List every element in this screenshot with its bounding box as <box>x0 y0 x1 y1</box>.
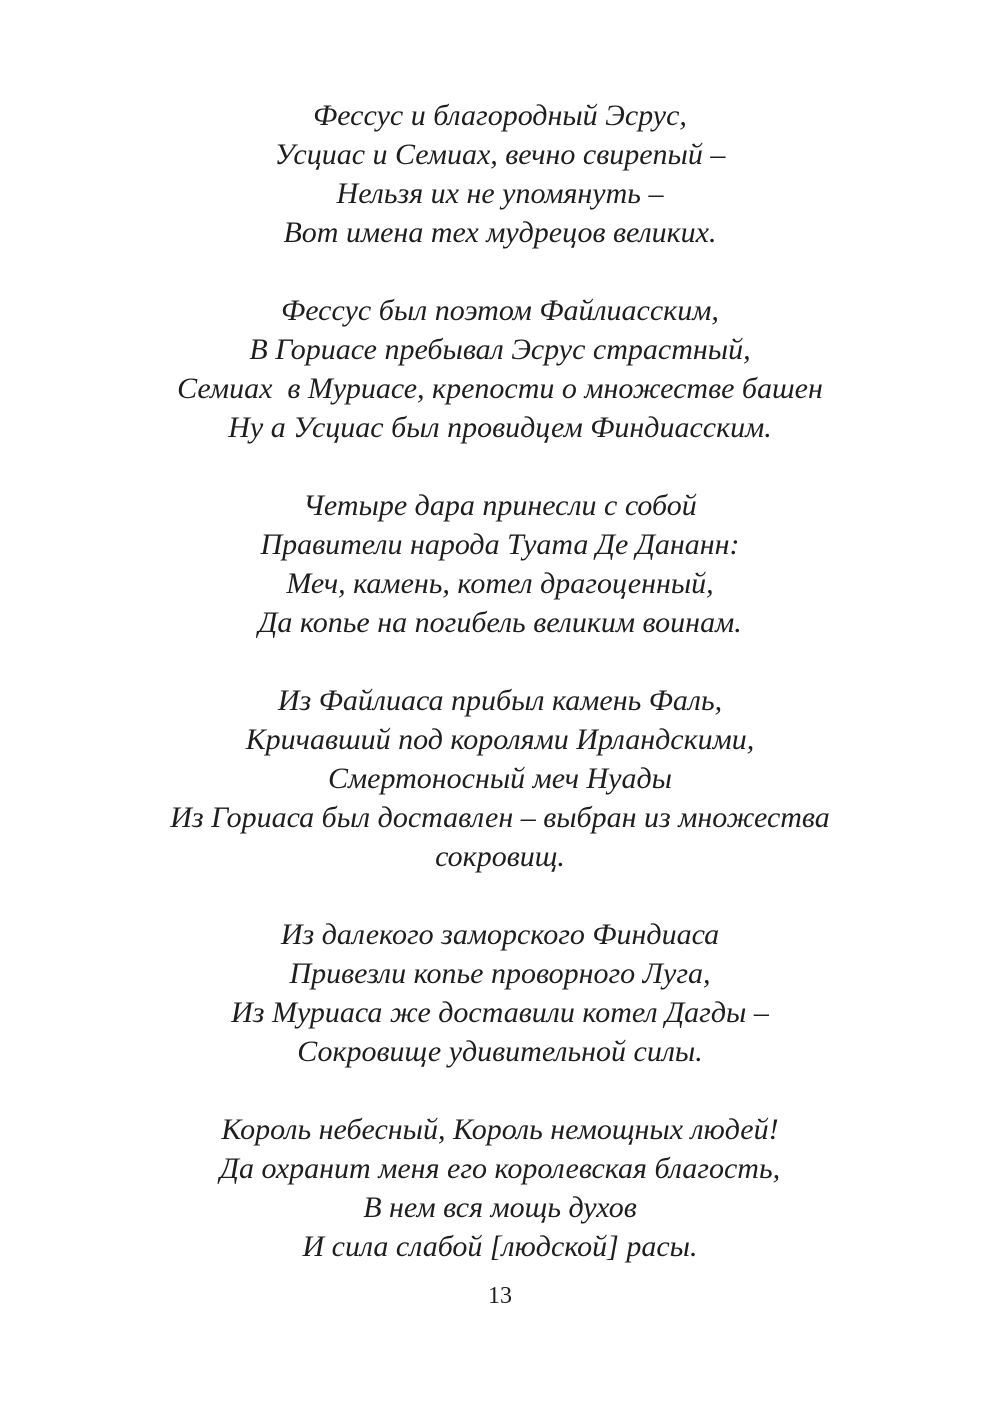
poem-line: Король небесный, Король немощных людей! <box>221 1113 779 1146</box>
poem-line: Из далекого заморского Финдиаса <box>280 918 720 951</box>
poem-line: Четыре дара принесли с собой <box>303 489 697 522</box>
poem-line: Правители народа Туата Де Дананн: <box>260 528 740 561</box>
stanza <box>0 915 1000 1071</box>
poem-line: Нельзя их не упомянуть – <box>336 177 664 210</box>
poem-line: Из Гориаса был доставлен – выбран из множества <box>170 801 830 834</box>
poem-line: Семиах в Муриасе, крепости о множестве башен <box>177 372 823 405</box>
poem-line: И сила слабой [людской] расы. <box>302 1230 698 1263</box>
poem-line: Вот имена тех мудрецов великих. <box>283 216 717 249</box>
poem-line: Сокровище удивительной силы. <box>297 1035 703 1068</box>
poem-line: Меч, камень, котел драгоценный, <box>286 567 714 600</box>
stanza <box>0 486 1000 642</box>
poem-line: сокровищ. <box>435 840 565 873</box>
page-number: 13 <box>488 1283 512 1309</box>
poem-line: Фессус и благородный Эсрус, <box>313 99 687 132</box>
poem-line: В нем вся мощь духов <box>363 1191 637 1224</box>
stanza <box>0 96 1000 252</box>
poem-line: Из Файлиаса прибыл камень Фаль, <box>277 684 723 717</box>
poem-line: Фессус был поэтом Файлиасским, <box>281 294 719 327</box>
poem-line: Ну а Усциас был провидцем Финдиасским. <box>228 411 772 444</box>
poem <box>0 96 1000 1305</box>
stanza <box>0 681 1000 876</box>
stanza <box>0 1110 1000 1266</box>
poem-line: Смертоносный меч Нуады <box>328 762 672 795</box>
poem-line: В Гориасе пребывал Эсрус страстный, <box>249 333 751 366</box>
poem-line: Из Муриаса же доставили котел Дагды – <box>231 996 769 1029</box>
poem-line: Привезли копье проворного Луга, <box>289 957 711 990</box>
poem-line: Кричавший под королями Ирландскими, <box>245 723 755 756</box>
stanza <box>0 291 1000 447</box>
poem-line: Усциас и Семиах, вечно свирепый – <box>274 138 726 171</box>
poem-line: Да охранит меня его королевская благость, <box>219 1152 781 1185</box>
poem-line: Да копье на погибель великим воинам. <box>258 606 742 639</box>
